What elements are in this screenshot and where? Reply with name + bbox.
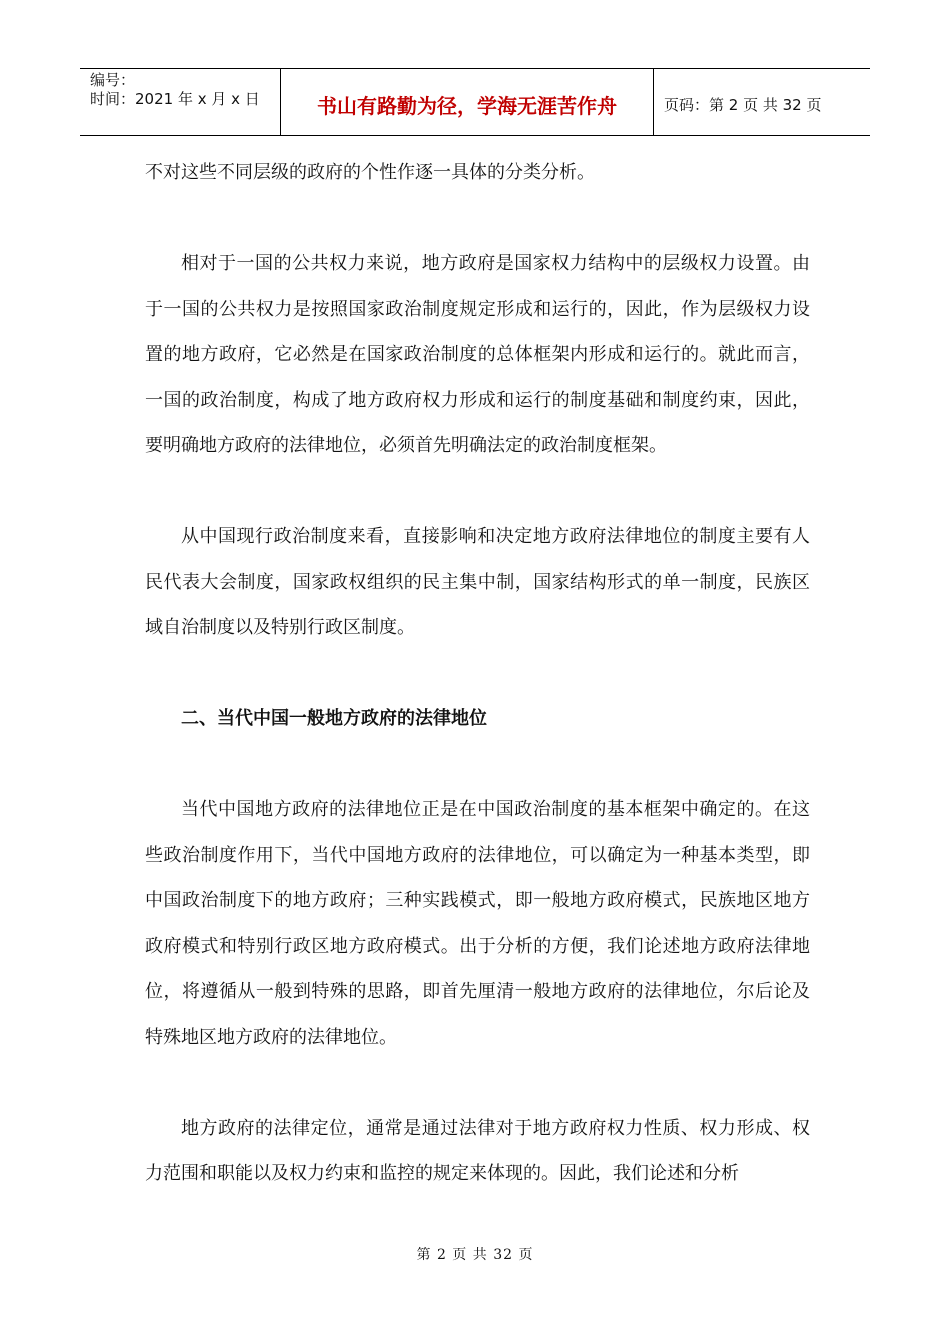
- paragraph-gap: [145, 196, 810, 242]
- header-meta-cell: [80, 69, 281, 135]
- paragraph-gap: [145, 1060, 810, 1106]
- paragraph-gap: [145, 469, 810, 515]
- paragraph: 从中国现行政治制度来看，直接影响和决定地方政府法律地位的制度主要有人民代表大会制度，国家政权组织的民主集中制，国家结构形式的单一制度，民族区域自治制度以及特别行政区制度。: [145, 526, 810, 638]
- paragraph-gap: [145, 651, 810, 697]
- header-motto: 书山有路勤为径，学海无涯苦作舟: [281, 69, 654, 135]
- paragraph: 相对于一国的公共权力来说，地方政府是国家权力结构中的层级权力设置。由于一国的公共权力是按照国家政治制度规定形成和运行的，因此，作为层级权力设置的地方政府，它必然是在国家政治制度的总体框架内形成和运行的。就此而言，一国的政治制度，构成了地方政府权力形成和运行的制度基础和制度约束，因此，要明确地方政府的法律地位，必须首先明确法定的政治制度框架。: [145, 253, 810, 456]
- document-body: [145, 150, 810, 1197]
- document-time-label: 时间：2021 年 x 月 x 日: [90, 90, 260, 108]
- paragraph-continued: 不对这些不同层级的政府的个性作逐一具体的分类分析。: [145, 162, 595, 183]
- paragraph: 地方政府的法律定位，通常是通过法律对于地方政府权力性质、权力形成、权力范围和职能以及权力约束和监控的规定来体现的。因此，我们论述和分析: [145, 1117, 810, 1184]
- section-heading: 二、当代中国一般地方政府的法律地位: [181, 708, 487, 729]
- paragraph-gap: [145, 742, 810, 788]
- page-footer: 第 2 页 共 32 页: [416, 1247, 534, 1263]
- paragraph: 当代中国地方政府的法律地位正是在中国政治制度的基本框架中确定的。在这些政治制度作用下，当代中国地方政府的法律地位，可以确定为一种基本类型，即中国政治制度下的地方政府；三种实践模式，即一般地方政府模式，民族地区地方政府模式和特别行政区地方政府模式。出于分析的方便，我们论述地方政府法律地位，将遵循从一般到特殊的思路，即首先厘清一般地方政府的法律地位，尔后论及特殊地区地方政府的法律地位。: [145, 799, 810, 1048]
- page-header: [80, 68, 870, 136]
- header-page-code: 页码：第 2 页 共 32 页: [664, 95, 822, 114]
- document-number-label: 编号：: [90, 71, 136, 89]
